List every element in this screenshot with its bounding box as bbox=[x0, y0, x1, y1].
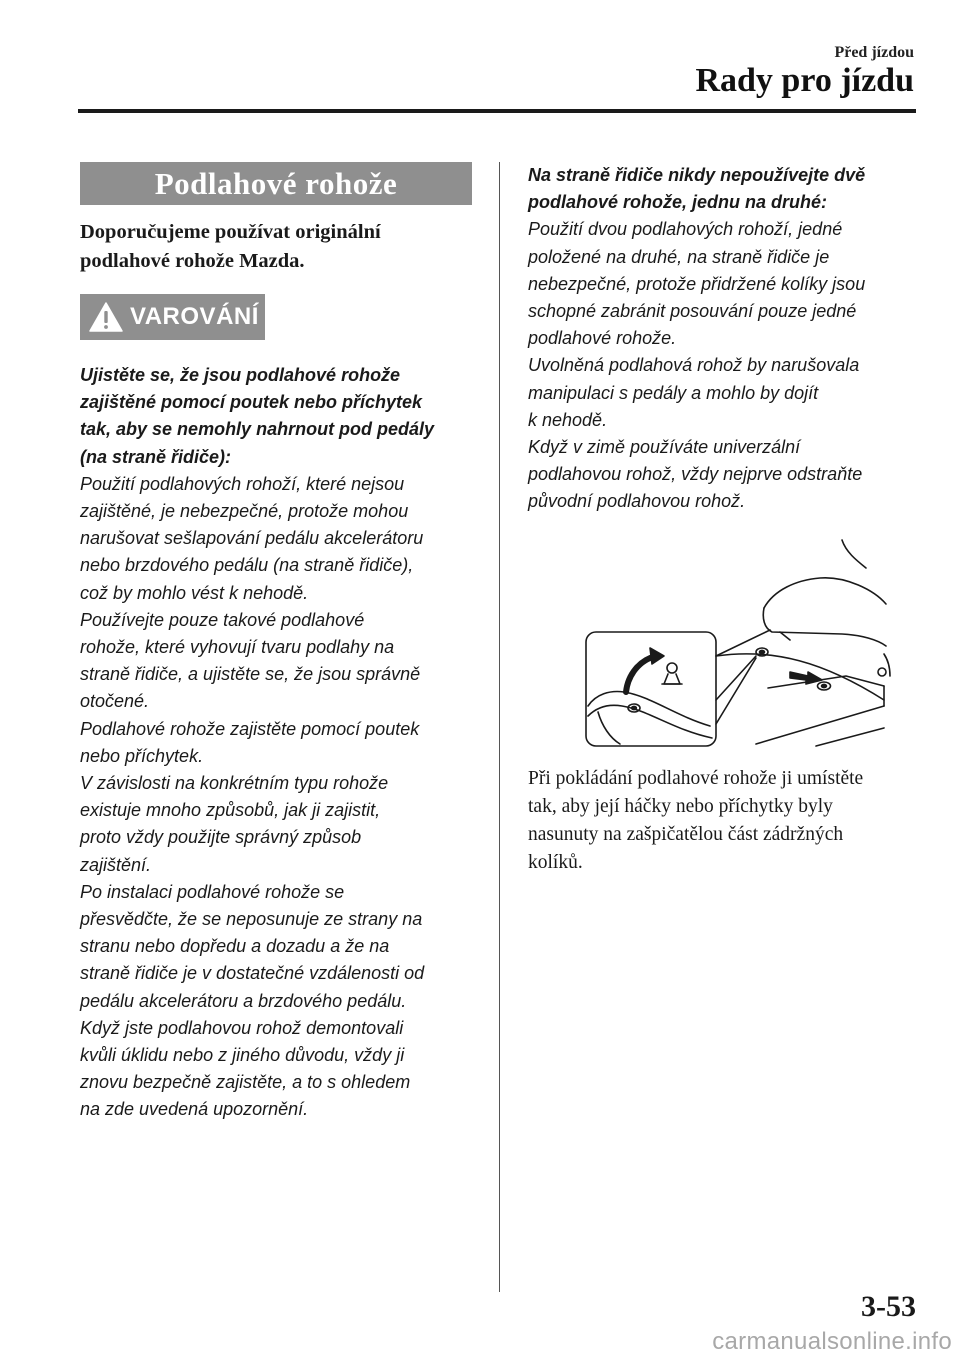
warning-label: VAROVÁNÍ bbox=[130, 303, 259, 330]
warning-heading-line: podlahové rohože, jednu na druhé: bbox=[528, 192, 828, 213]
warning-text-line: Po instalaci podlahové rohože se bbox=[80, 881, 345, 902]
warning-text-line: podlahovou rohož, vždy nejprve odstraňte bbox=[528, 464, 863, 485]
warning-text-line: podlahové rohože. bbox=[528, 328, 677, 349]
warning-text-line: což by mohlo vést k nehodě. bbox=[80, 582, 309, 603]
caption-line: nasunuty na zašpičatělou část zádržných bbox=[528, 823, 844, 845]
warning-text-line: zajištěné, je nebezpečné, protože mohou bbox=[80, 501, 409, 522]
warning-text-line: existuje mnoho způsobů, jak ji zajistit, bbox=[80, 800, 381, 821]
warning-text-line: k nehodě. bbox=[528, 409, 608, 430]
intro-line: Doporučujeme používat originální bbox=[80, 221, 381, 243]
right-column bbox=[528, 162, 920, 877]
warning-heading-line: tak, aby se nemohly nahrnout pod pedály bbox=[80, 419, 435, 440]
warning-text-line: manipulaci s pedály a mohlo by dojít bbox=[528, 382, 819, 403]
warning-text-line: na zde uvedená upozornění. bbox=[80, 1099, 309, 1120]
warning-text-line: Uvolněná podlahová rohož by narušovala bbox=[528, 355, 860, 376]
warning-text-line: Když jste podlahovou rohož demontovali bbox=[80, 1017, 404, 1038]
warning-text-line: nebo příchytek. bbox=[80, 745, 204, 766]
intro-line: podlahové rohože Mazda. bbox=[80, 250, 305, 272]
warning-text-line: V závislosti na konkrétním typu rohože bbox=[80, 773, 389, 794]
page-header-title: Rady pro jízdu bbox=[695, 62, 914, 99]
warning-text-line: nebo brzdového pedálu (na straně řidiče), bbox=[80, 555, 414, 576]
warning-text-line: straně řidiče, a ujistěte se, že jsou správně bbox=[80, 664, 421, 685]
warning-body bbox=[80, 362, 472, 1124]
warning-text-line: schopné zabránit posouvání pouze jedné bbox=[528, 301, 857, 322]
warning-heading-line: (na straně řidiče): bbox=[80, 446, 232, 467]
caption-line: kolíků. bbox=[528, 851, 583, 873]
warning-text-line: Použití dvou podlahových rohoží, jedné bbox=[528, 219, 843, 240]
floor-mat-illustration bbox=[584, 538, 920, 755]
warning-text-line: kvůli úklidu nebo z jiného důvodu, vždy ji bbox=[80, 1045, 405, 1066]
warning-text-line: zajištění. bbox=[80, 854, 152, 875]
warning-text-line: proto vždy použijte správný způsob bbox=[80, 827, 362, 848]
warning-text-line: straně řidiče je v dostatečné vzdálenosti od bbox=[80, 963, 425, 984]
warning-text-line: pedálu akcelerátoru a brzdového pedálu. bbox=[80, 990, 407, 1011]
page-number: 3-53 bbox=[861, 1290, 916, 1323]
warning-text-line: rohože, které vyhovují tvaru podlahy na bbox=[80, 637, 395, 658]
warning-text-line: otočené. bbox=[80, 691, 150, 712]
warning-text-line: Podlahové rohože zajistěte pomocí poutek bbox=[80, 718, 420, 739]
caption-line: tak, aby její háčky nebo příchytky byly bbox=[528, 795, 833, 817]
column-divider bbox=[499, 162, 500, 1292]
warning-text-line: narušovat sešlapování pedálu akcelerátoru bbox=[80, 528, 424, 549]
warning-text-line: znovu bezpečně zajistěte, a to s ohledem bbox=[80, 1072, 411, 1093]
warning-text-line: Když v zimě používáte univerzální bbox=[528, 437, 801, 458]
warning-text-line: Použití podlahových rohoží, které nejsou bbox=[80, 473, 405, 494]
watermark: carmanualsonline.info bbox=[712, 1328, 952, 1355]
warning-heading-line: Ujistěte se, že jsou podlahové rohože bbox=[80, 365, 401, 385]
warning-text-line: přesvědčte, že se neposunuje ze strany na bbox=[80, 909, 423, 930]
warning-continued bbox=[528, 162, 920, 516]
section-title: Podlahové rohože bbox=[80, 162, 472, 205]
warning-triangle-icon bbox=[88, 301, 124, 333]
section-intro bbox=[80, 218, 472, 276]
left-column bbox=[80, 162, 472, 1124]
warning-text-line: původní podlahovou rohož. bbox=[528, 491, 746, 512]
warning-heading-line: Na straně řidiče nikdy nepoužívejte dvě bbox=[528, 165, 866, 185]
warning-text-line: položené na druhé, na straně řidiče je bbox=[528, 246, 830, 267]
warning-text-line: stranu nebo dopředu a dozadu a že na bbox=[80, 936, 390, 957]
warning-text-line: nebezpečné, protože přidržené kolíky jsou bbox=[528, 273, 866, 294]
caption-line: Při pokládání podlahové rohože ji umístěte bbox=[528, 767, 864, 789]
warning-badge bbox=[80, 294, 265, 340]
warning-heading-line: zajištěné pomocí poutek nebo příchytek bbox=[80, 392, 423, 413]
warning-text-line: Používejte pouze takové podlahové bbox=[80, 609, 365, 630]
header-rule bbox=[78, 109, 916, 113]
figure-caption bbox=[528, 765, 920, 877]
chapter-label: Před jízdou bbox=[834, 44, 914, 61]
